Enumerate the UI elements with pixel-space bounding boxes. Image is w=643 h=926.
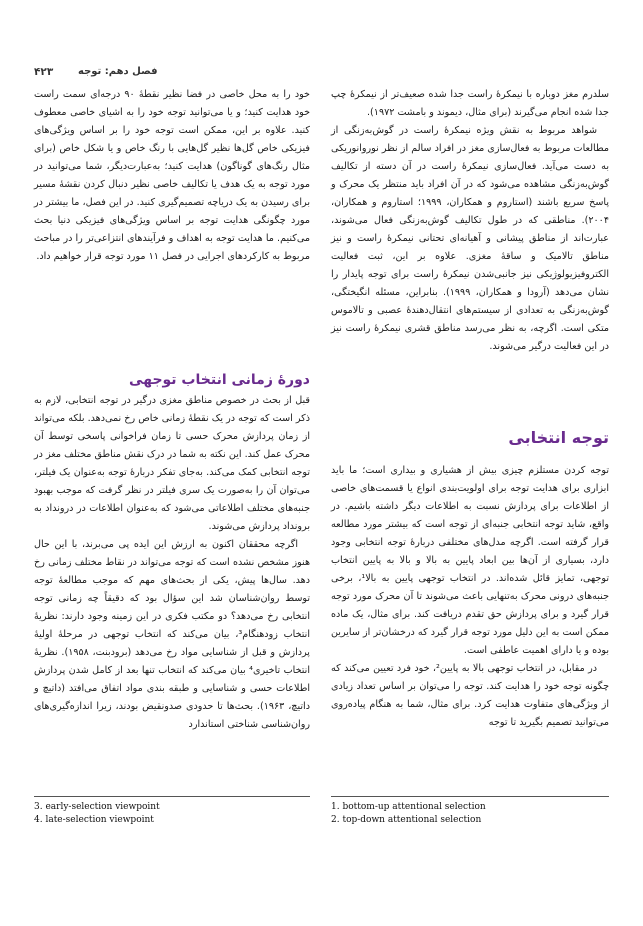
footnote: 3. early-selection viewpoint [34, 802, 160, 812]
right-column-top [331, 86, 609, 356]
paragraph: قبل از بحث در خصوص مناطق مغزی درگیر در توجه انتخابی، لازم به ذکر است که توجه در یک نقطهٔ زمانی خاص رخ نمی‌دهد. بلکه می‌تواند از زمان پردازش محرک حسی تا زمان فراخوانی پاسخی توسط آن محرک عمل کند. این نکته به شما در درک نقش مناطق مختلف مغز در توجه انتخابی کمک می‌کند. به‌جای تفکر دربارهٔ توجه به‌عنوان یک فیلتر، می‌توان آن را به‌صورت یک سری فیلتر در نظر گرفت که موجب بهبود جنبه‌های مختلف اطلاعاتی می‌شود که به‌عنوان اطلاعات در درونداد به برونداد پردازش می‌شوند. [34, 395, 310, 532]
paragraph: در مقابل، در انتخاب توجهی بالا به پایین²، خود فرد تعیین می‌کند که چگونه توجه خود را هدایت کند. توجه را می‌توان بر اساس تعداد زیادی از ویژگی‌های متفاوت هدایت کرد. برای مثال، شما به هنگام پیاده‌روی می‌توانید تصمیم بگیرید تا توجه [331, 663, 609, 728]
section-title-timing: دورهٔ زمانی انتخاب توجهی [129, 372, 310, 388]
footnote: 2. top-down attentional selection [331, 815, 482, 825]
footnote: 1. bottom-up attentional selection [331, 802, 486, 812]
paragraph: توجه کردن مستلزم چیزی بیش از هشیاری و بیداری است؛ ما باید ابزاری برای هدایت توجه برای اولویت‌بندی انواع یا قسمت‌های خاصی از اطلاعات برای پردازش نسبت به اطلاعات دیگر داشته باشیم. در واقع، شاید توجه انتخابی جنبه‌ای از توجه است که بیشتر مورد مطالعه قرار گرفته است. اگرچه مدل‌های مختلفی دربارهٔ توجه انتخابی وجود دارد، بسیاری از آن‌ها بین ابعاد پایین به بالا و بالا به پایین انتخاب توجهی، تمایز قائل شده‌اند. در انتخاب توجهی پایین به بالا¹، برخی جنبه‌های درونی محرک به‌تنهایی باعث می‌شوند تا آن محرک مورد توجه قرار گیرد و برای پردازش حق تقدم دریافت کند. برای مثال، یک ماده ممکن است به این دلیل مورد توجه قرار گیرد که درخشان‌تر از سایرین بوده و یا دارای اهمیت عاطفی است. [331, 465, 609, 656]
running-title: فصل دهم: توجه [78, 66, 158, 77]
left-column-bottom [34, 392, 310, 734]
footnotes-left [34, 801, 310, 827]
paragraph: خود را به محل خاصی در فضا نظیر نقطهٔ ۹۰ درجه‌ای سمت راست خود هدایت کنید؛ و یا می‌توانید توجه خود را به اشیای خاصی معطوف کنید. علاوه بر این، ممکن است توجه خود را بر اساس ویژگی‌های فیزیکی خاص گل‌ها نظیر گل‌هایی با رنگ خاص و یا شکل خاص (برای مثال رنگ‌های گوناگون) هدایت کنید؛ به‌عبارت‌دیگر، شما می‌توانید در مورد توجه به یک هدف یا تکالیف خاصی نظیر دنبال کردن نقشهٔ مسیر برای رسیدن به یک دریاچه تصمیم‌گیری کنید. در این فصل، ما بیشتر در مورد چگونگی هدایت توجه بر اساس ویژگی‌های فیزیکی دنیا بحث می‌کنیم. ما هدایت توجه به اهداف و فرآیندهای انتزاعی‌تر را در مباحث مربوط به کارکردهای اجرایی در فصل ۱۱ مورد توجه قرار خواهیم داد. [34, 89, 310, 262]
paragraph: شواهد مربوط به نقش ویژه نیمکرهٔ راست در گوش‌به‌زنگی از مطالعات مربوط به فعال‌سازی مغز در افراد سالم از نظر نوروانوریکی به دست می‌آید. فعال‌سازی نیمکرهٔ راست در آن دسته از تکالیف گوش‌به‌زنگی مشاهده می‌شود که در آن افراد باید منتظر یک محرک و پاسخ سریع باشند (استاروم و همکاران، ۱۹۹۹؛ استاروم و همکاران، ۲۰۰۴). مناطقی که در طول تکالیف گوش‌به‌زنگی فعال می‌شوند، عبارت‌اند از مناطق پیشانی و آهیانه‌ای تحتانی نیمکرهٔ راست و نیز مناطق تالامیک و ساقهٔ مغزی. علاوه بر این، ثبت فعالیت الکتروفیزیولوژیکی نیز جانبی‌شدن نیمکرهٔ راست برای توجه پایدار را نشان می‌دهد (آرودا و همکاران، ۱۹۹۹). بنابراین، مسئله انگیختگی، گوش‌به‌زنگی به تعدادی از سیستم‌های انتقال‌دهندهٔ عصبی و تالاموس متکی است. اگرچه، به نظر می‌رسد مناطق قشری نیمکرهٔ راست نیز در این فعالیت درگیر می‌شوند. [331, 125, 609, 352]
footnotes-right [331, 801, 609, 827]
footnote: 4. late-selection viewpoint [34, 815, 154, 825]
section-title-selective-attention: توجه انتخابی [508, 428, 609, 447]
footnote-divider-left [34, 796, 310, 797]
page-number: ۴۲۳ [34, 66, 54, 78]
paragraph: اگرچه محققان اکنون به ارزش این ایده پی می‌برند، با این حال هنوز مشخص نشده است که توجه می‌تواند در نقاط مختلف زمانی رخ دهد. سال‌ها پیش، یکی از بحث‌های مهم که موجب مطالعهٔ توجه توسط روان‌شناسان شد این سؤال بود که دقیقاً چه زمانی توجه انتخابی رخ می‌دهد؟ دو مکتب فکری در این زمینه وجود دارند: نظریهٔ انتخاب زودهنگام³، بیان می‌کند که انتخاب توجهی در مرحلهٔ اولیهٔ پردازش و قبل از شناسایی مواد رخ می‌دهد (برودبنت، ۱۹۵۸). نظریهٔ انتخاب تاخیری⁴ بیان می‌کند که انتخاب تنها بعد از کامل شدن پردازش اطلاعات حسی و شناسایی و طبقه بندی مواد اتفاق می‌افتد (داتیچ و داتیچ، ۱۹۶۳). بحث‌ها تا حدودی صدونقیض بودند، زیرا اندازه‌گیری‌های روان‌شناسی شناختی استاندارد [34, 539, 310, 730]
right-column-bottom [331, 462, 609, 732]
page-header [34, 66, 609, 88]
footnote-divider-right [331, 796, 609, 797]
left-column-top [34, 86, 310, 266]
paragraph: سلدرم مغز دوباره با نیمکرهٔ راست جدا شده صعیف‌تر از نیمکرهٔ چپ جدا شده انجام می‌گیرند (برای مثال، دیموند و بامشت ۱۹۷۲). [331, 89, 609, 118]
